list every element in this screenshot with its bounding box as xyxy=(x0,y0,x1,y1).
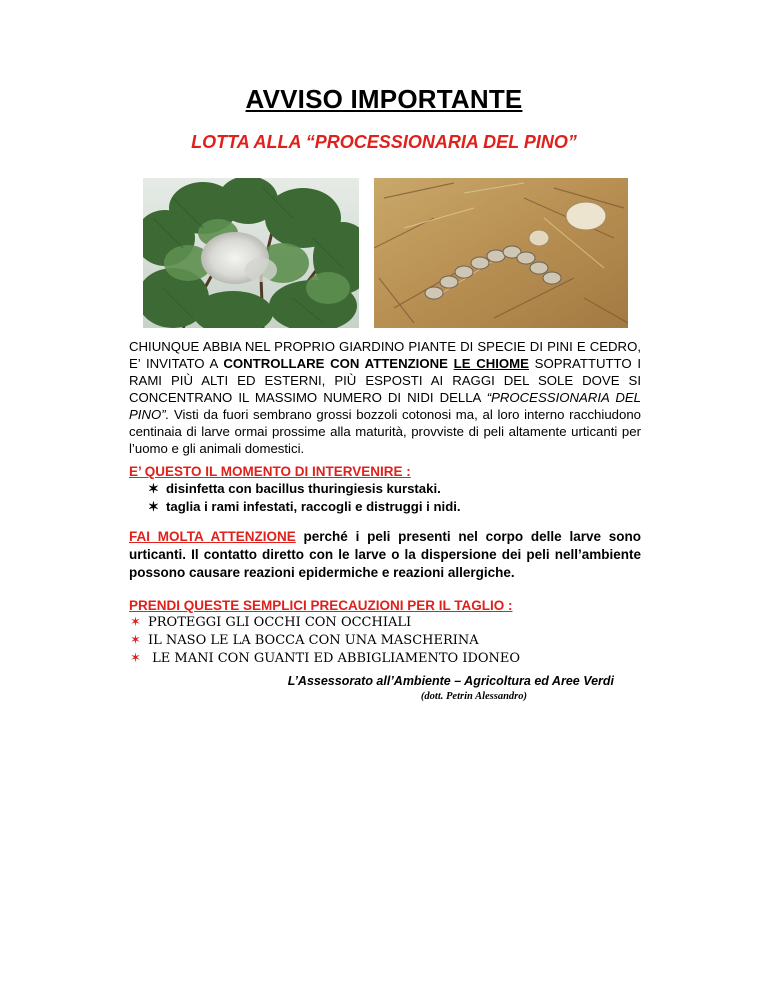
list-item xyxy=(130,614,520,632)
star-bullet-icon: ✶ xyxy=(148,499,160,514)
star-bullet-icon: ✶ xyxy=(130,633,141,648)
list-item xyxy=(148,480,461,498)
star-bullet-icon: ✶ xyxy=(148,481,160,496)
intro-bold-control: CONTROLLARE CON ATTENZIONE xyxy=(223,356,448,371)
list-item xyxy=(148,498,461,516)
intro-text-4: Visti da fuori sembrano grossi bozzoli cotonosi ma, al loro interno racchiudono centinaia di larve ormai prossime alla maturità, provviste di peli altamente urticanti per l’uomo e gli animali domestici. xyxy=(129,407,641,456)
star-bullet-icon: ✶ xyxy=(130,615,141,630)
list-item-text: IL NASO LE LA BOCCA CON UNA MASCHERINA xyxy=(148,633,479,648)
warning-text: perché i peli presenti nel corpo delle larve sono urticanti. Il contatto diretto con le larve o la dispersione dei peli nell’ambiente possono causare reazioni epidermiche e reazioni allergiche. xyxy=(129,529,641,580)
list-item-text: PROTEGGI GLI OCCHI CON OCCHIALI xyxy=(148,615,412,630)
list-item xyxy=(130,632,520,650)
signature-name: (dott. Petrin Alessandro) xyxy=(420,691,527,702)
list-item-text: taglia i rami infestati, raccogli e distruggi i nidi. xyxy=(166,499,461,514)
signature-office: L’Assessorato all’Ambiente – Agricoltura ed Aree Verdi xyxy=(287,674,614,688)
warning-highlight: FAI MOLTA ATTENZIONE xyxy=(129,529,296,544)
intro-paragraph xyxy=(129,338,641,457)
intro-italic-processionaria: “PROCESSIONARIA DEL PINO”. xyxy=(129,390,642,422)
page-title: AVVISO IMPORTANTE xyxy=(245,84,523,114)
caterpillar-procession-photo xyxy=(374,178,628,328)
intro-text-1: CHIUNQUE ABBIA NEL PROPRIO GIARDINO PIANTE DI SPECIE DI PINI E CEDRO, E’ INVITATO A xyxy=(129,339,641,371)
list-item xyxy=(130,650,520,668)
intro-text-3: SOPRATTUTTO I RAMI PIÙ ALTI ED ESTERNI, PIÙ ESPOSTI AI RAGGI DEL SOLE DOVE SI CONCENTRANO IL MASSIMO NUMERO DI NIDI DELLA xyxy=(129,356,642,405)
star-bullet-icon: ✶ xyxy=(130,651,141,666)
intervene-list xyxy=(148,480,461,516)
warning-paragraph xyxy=(129,528,641,582)
list-item-text: LE MANI CON GUANTI ED ABBIGLIAMENTO IDONEO xyxy=(148,651,521,666)
intervene-heading: E’ QUESTO IL MOMENTO DI INTERVENIRE : xyxy=(129,464,411,479)
pine-nest-photo xyxy=(143,178,359,328)
intro-underline-chiome: LE CHIOME xyxy=(453,356,529,371)
list-item-text: disinfetta con bacillus thuringiesis kurstaki. xyxy=(166,481,441,496)
precautions-list xyxy=(130,614,520,668)
precautions-heading: PRENDI QUESTE SEMPLICI PRECAUZIONI PER IL TAGLIO : xyxy=(129,598,513,613)
page-subtitle: LOTTA ALLA “PROCESSIONARIA DEL PINO” xyxy=(191,132,577,152)
